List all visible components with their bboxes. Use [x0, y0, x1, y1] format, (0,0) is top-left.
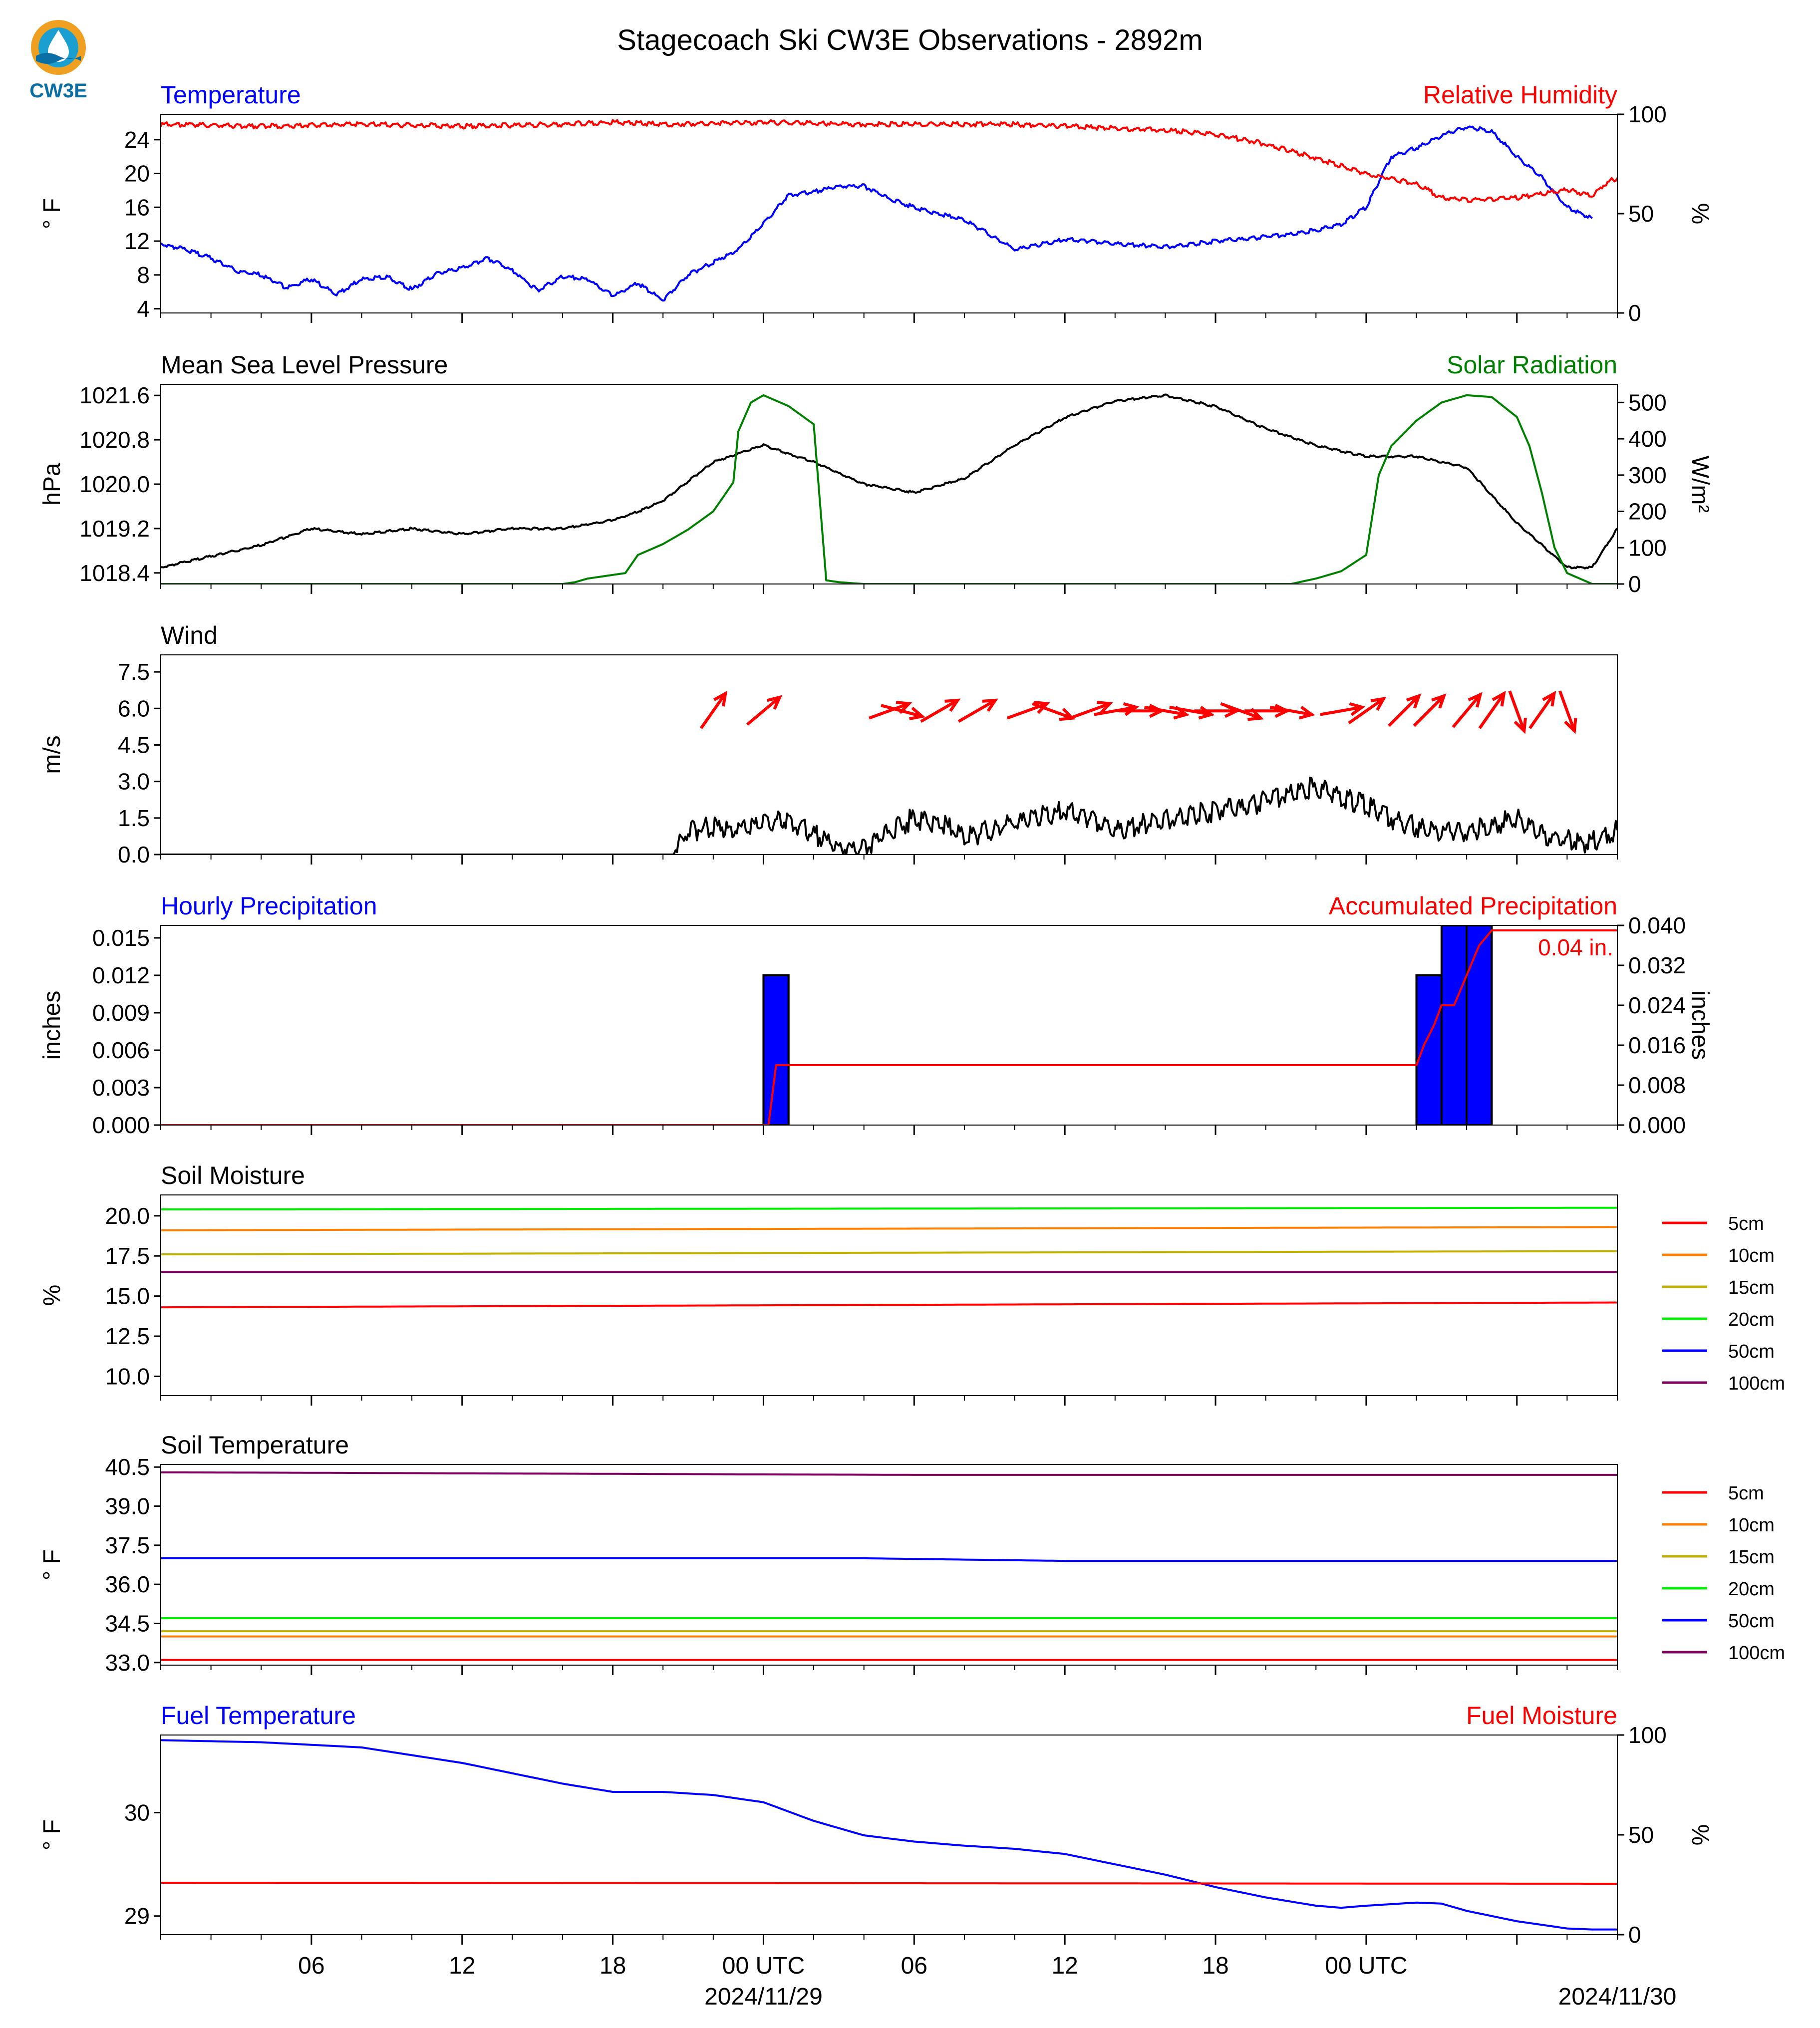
y-tick-label: 17.5	[105, 1243, 150, 1269]
wind-arrow	[1349, 699, 1384, 723]
legend-label: 20cm	[1728, 1309, 1775, 1330]
y-tick-label-right: 100	[1628, 535, 1667, 561]
legend-label: 20cm	[1728, 1579, 1775, 1600]
y-tick-label: 16	[124, 194, 150, 221]
y-tick-label-right: 0.000	[1628, 1112, 1686, 1138]
panel-soilm	[39, 1161, 1785, 1406]
axes-frame-pres	[161, 384, 1617, 584]
panel-soilt	[39, 1431, 1785, 1676]
y-axis-label-right-temp: %	[1687, 203, 1713, 225]
wind-arrow	[921, 700, 958, 722]
series-line-solar-radiation	[161, 395, 1617, 584]
y-axis-label-right-fuel: %	[1687, 1824, 1713, 1846]
y-tick-label: 1021.6	[79, 382, 150, 409]
panel-temp	[39, 81, 1713, 326]
wind-arrow	[1560, 691, 1576, 731]
legend-label: 100cm	[1728, 1373, 1786, 1394]
series-line-mean-sea-level-pressure	[161, 395, 1617, 569]
panel-title-pres: Mean Sea Level Pressure	[161, 351, 448, 379]
legend-label: 50cm	[1728, 1611, 1775, 1632]
y-tick-label: 6.0	[118, 695, 150, 722]
legend-label: 5cm	[1728, 1213, 1764, 1234]
y-tick-label-right: 300	[1628, 462, 1667, 488]
y-tick-label-right: 0	[1628, 571, 1641, 597]
wind-arrow	[1453, 695, 1481, 727]
series-line-15cm	[161, 1251, 1617, 1254]
legend-soilm	[1662, 1213, 1785, 1394]
plot-area-soilt	[161, 1472, 1617, 1660]
y-tick-label: 0.015	[92, 925, 150, 951]
panel-title-precip: Hourly Precipitation	[161, 892, 377, 920]
y-tick-label-right: 0.016	[1628, 1032, 1686, 1058]
y-tick-label: 40.5	[105, 1454, 150, 1480]
panel-title-wind: Wind	[161, 621, 218, 649]
cw3e-logo	[29, 20, 87, 102]
wind-arrow	[1480, 693, 1504, 728]
y-tick-label: 0.009	[92, 1000, 150, 1026]
wind-arrow	[1510, 691, 1525, 731]
y-tick-label: 30	[124, 1799, 150, 1826]
y-tick-label: 33.0	[105, 1649, 150, 1676]
figure-title: Stagecoach Ski CW3E Observations - 2892m	[617, 24, 1203, 56]
legend-label: 50cm	[1728, 1341, 1775, 1362]
y-tick-label: 3.0	[118, 768, 150, 795]
y-tick-label: 8	[137, 262, 150, 288]
wind-arrow	[1530, 693, 1554, 728]
panel-fuel	[39, 1702, 1713, 1948]
panel-wind	[39, 621, 1617, 868]
y-tick-label-right: 200	[1628, 498, 1667, 525]
y-tick-label-right: 100	[1628, 101, 1667, 127]
y-tick-label: 4.5	[118, 732, 150, 758]
axes-frame-soilm	[161, 1195, 1617, 1396]
y-tick-label: 4	[137, 295, 150, 322]
wind-arrow	[1320, 704, 1362, 715]
panel-title-soilt: Soil Temperature	[161, 1431, 349, 1459]
plot-area-precip	[161, 925, 1617, 1125]
accumulated-total-label: 0.04 in.	[1538, 934, 1613, 960]
precip-bar	[1417, 975, 1442, 1125]
legend-label: 15cm	[1728, 1277, 1775, 1298]
precip-bar	[1467, 925, 1492, 1125]
wind-arrow	[958, 700, 995, 722]
x-tick-label: 00 UTC	[1325, 1953, 1408, 1979]
axes-frame-soilt	[161, 1464, 1617, 1665]
plot-area-wind	[161, 691, 1617, 855]
y-tick-label: 1020.8	[79, 427, 150, 453]
time-axis	[298, 1953, 1676, 2010]
legend-label: 5cm	[1728, 1483, 1764, 1504]
y-axis-label-right-precip: inches	[1687, 990, 1713, 1060]
logo-text: CW3E	[29, 80, 87, 102]
wind-arrow	[1007, 702, 1047, 718]
y-axis-label-precip: inches	[39, 990, 65, 1060]
series-line-fuel-temperature	[161, 1740, 1617, 1929]
wind-arrow	[1119, 705, 1162, 717]
precip-bar	[763, 975, 788, 1125]
plot-area-pres	[161, 395, 1617, 584]
panel-title-fuel: Fuel Temperature	[161, 1702, 356, 1730]
y-axis-label-pres: hPa	[39, 463, 65, 506]
plot-area-temp	[161, 120, 1617, 301]
y-axis-label-temp: ° F	[39, 198, 65, 229]
wind-arrow	[1389, 696, 1419, 726]
panel-precip	[39, 892, 1713, 1138]
series-line-5cm	[161, 1303, 1617, 1308]
y-tick-label: 7.5	[118, 659, 150, 685]
panel-title-right-temp: Relative Humidity	[1423, 81, 1617, 109]
legend-label: 10cm	[1728, 1245, 1775, 1266]
y-tick-label-right: 0	[1628, 1922, 1641, 1948]
y-tick-label: 0.003	[92, 1075, 150, 1101]
x-tick-label: 18	[1202, 1953, 1229, 1979]
axes-frame-temp	[161, 114, 1617, 313]
y-tick-label-right: 0.024	[1628, 992, 1686, 1018]
y-tick-label: 15.0	[105, 1283, 150, 1309]
y-tick-label: 37.5	[105, 1532, 150, 1558]
wind-arrow	[701, 693, 725, 728]
y-tick-label: 34.5	[105, 1610, 150, 1637]
series-line-relative-humidity	[161, 120, 1617, 202]
x-tick-label: 18	[599, 1953, 626, 1979]
x-tick-label: 06	[298, 1953, 325, 1979]
y-tick-label-right: 0.040	[1628, 912, 1686, 938]
y-axis-label-soilt: ° F	[39, 1549, 65, 1580]
y-tick-label: 39.0	[105, 1493, 150, 1519]
panel-pres	[39, 351, 1713, 597]
y-tick-label: 20	[124, 160, 150, 187]
y-tick-label: 1019.2	[79, 515, 150, 542]
series-line-20cm	[161, 1208, 1617, 1209]
x-tick-label: 12	[449, 1953, 476, 1979]
y-tick-label: 1018.4	[79, 560, 150, 586]
y-tick-label-right: 0	[1628, 300, 1641, 326]
x-tick-label: 06	[901, 1953, 928, 1979]
y-axis-label-wind: m/s	[39, 735, 65, 774]
x-tick-label: 00 UTC	[722, 1953, 805, 1979]
y-axis-label-soilm: %	[39, 1284, 65, 1306]
series-line-accumulated-precipitation	[161, 930, 1617, 1125]
legend-label: 15cm	[1728, 1547, 1775, 1568]
series-line-50cm	[161, 1558, 1617, 1561]
series-line-wind	[161, 778, 1617, 855]
y-tick-label-right: 50	[1628, 1822, 1654, 1848]
y-tick-label-right: 0.032	[1628, 952, 1686, 978]
y-tick-label: 20.0	[105, 1202, 150, 1229]
y-tick-label-right: 0.008	[1628, 1072, 1686, 1098]
legend-label: 10cm	[1728, 1515, 1775, 1536]
legend-label: 100cm	[1728, 1643, 1786, 1664]
y-tick-label: 0.012	[92, 962, 150, 988]
y-tick-label: 0.000	[92, 1112, 150, 1138]
panel-title-right-fuel: Fuel Moisture	[1466, 1702, 1617, 1730]
wind-arrow	[1094, 704, 1136, 715]
axes-frame-wind	[161, 655, 1617, 855]
y-tick-label: 0.006	[92, 1037, 150, 1063]
axes-frame-precip	[161, 925, 1617, 1125]
precip-bar	[1442, 925, 1467, 1125]
wind-arrow	[1070, 702, 1110, 718]
y-tick-label: 24	[124, 126, 150, 153]
y-tick-label: 12.5	[105, 1323, 150, 1350]
plot-area-soilm	[161, 1208, 1617, 1401]
y-tick-label: 12	[124, 228, 150, 255]
panel-title-temp: Temperature	[161, 81, 301, 109]
legend-soilt	[1662, 1483, 1785, 1664]
panel-title-right-precip: Accumulated Precipitation	[1328, 892, 1617, 920]
y-tick-label: 10.0	[105, 1363, 150, 1390]
panel-title-right-pres: Solar Radiation	[1447, 351, 1617, 379]
series-line-10cm	[161, 1227, 1617, 1230]
y-tick-label: 1.5	[118, 805, 150, 831]
panel-title-soilm: Soil Moisture	[161, 1161, 305, 1189]
y-tick-label: 29	[124, 1903, 150, 1929]
y-tick-label: 1020.0	[79, 471, 150, 497]
y-tick-label-right: 50	[1628, 201, 1654, 227]
y-tick-label: 36.0	[105, 1571, 150, 1598]
wind-arrow	[747, 697, 780, 725]
axes-frame-fuel	[161, 1735, 1617, 1935]
series-line-fuel-moisture	[161, 1883, 1617, 1884]
y-tick-label-right: 100	[1628, 1722, 1667, 1748]
y-axis-label-right-pres: W/m²	[1687, 455, 1713, 513]
y-tick-label-right: 400	[1628, 426, 1667, 452]
plot-area-fuel	[161, 1740, 1617, 1929]
x-date-label: 2024/11/29	[704, 1984, 823, 2010]
y-axis-label-fuel: ° F	[39, 1819, 65, 1850]
y-tick-label: 0.0	[118, 842, 150, 868]
y-tick-label-right: 500	[1628, 389, 1667, 416]
x-tick-label: 12	[1051, 1953, 1078, 1979]
series-line-100cm	[161, 1472, 1617, 1475]
x-date-label: 2024/11/30	[1558, 1984, 1677, 2010]
series-line-temperature	[161, 126, 1592, 300]
